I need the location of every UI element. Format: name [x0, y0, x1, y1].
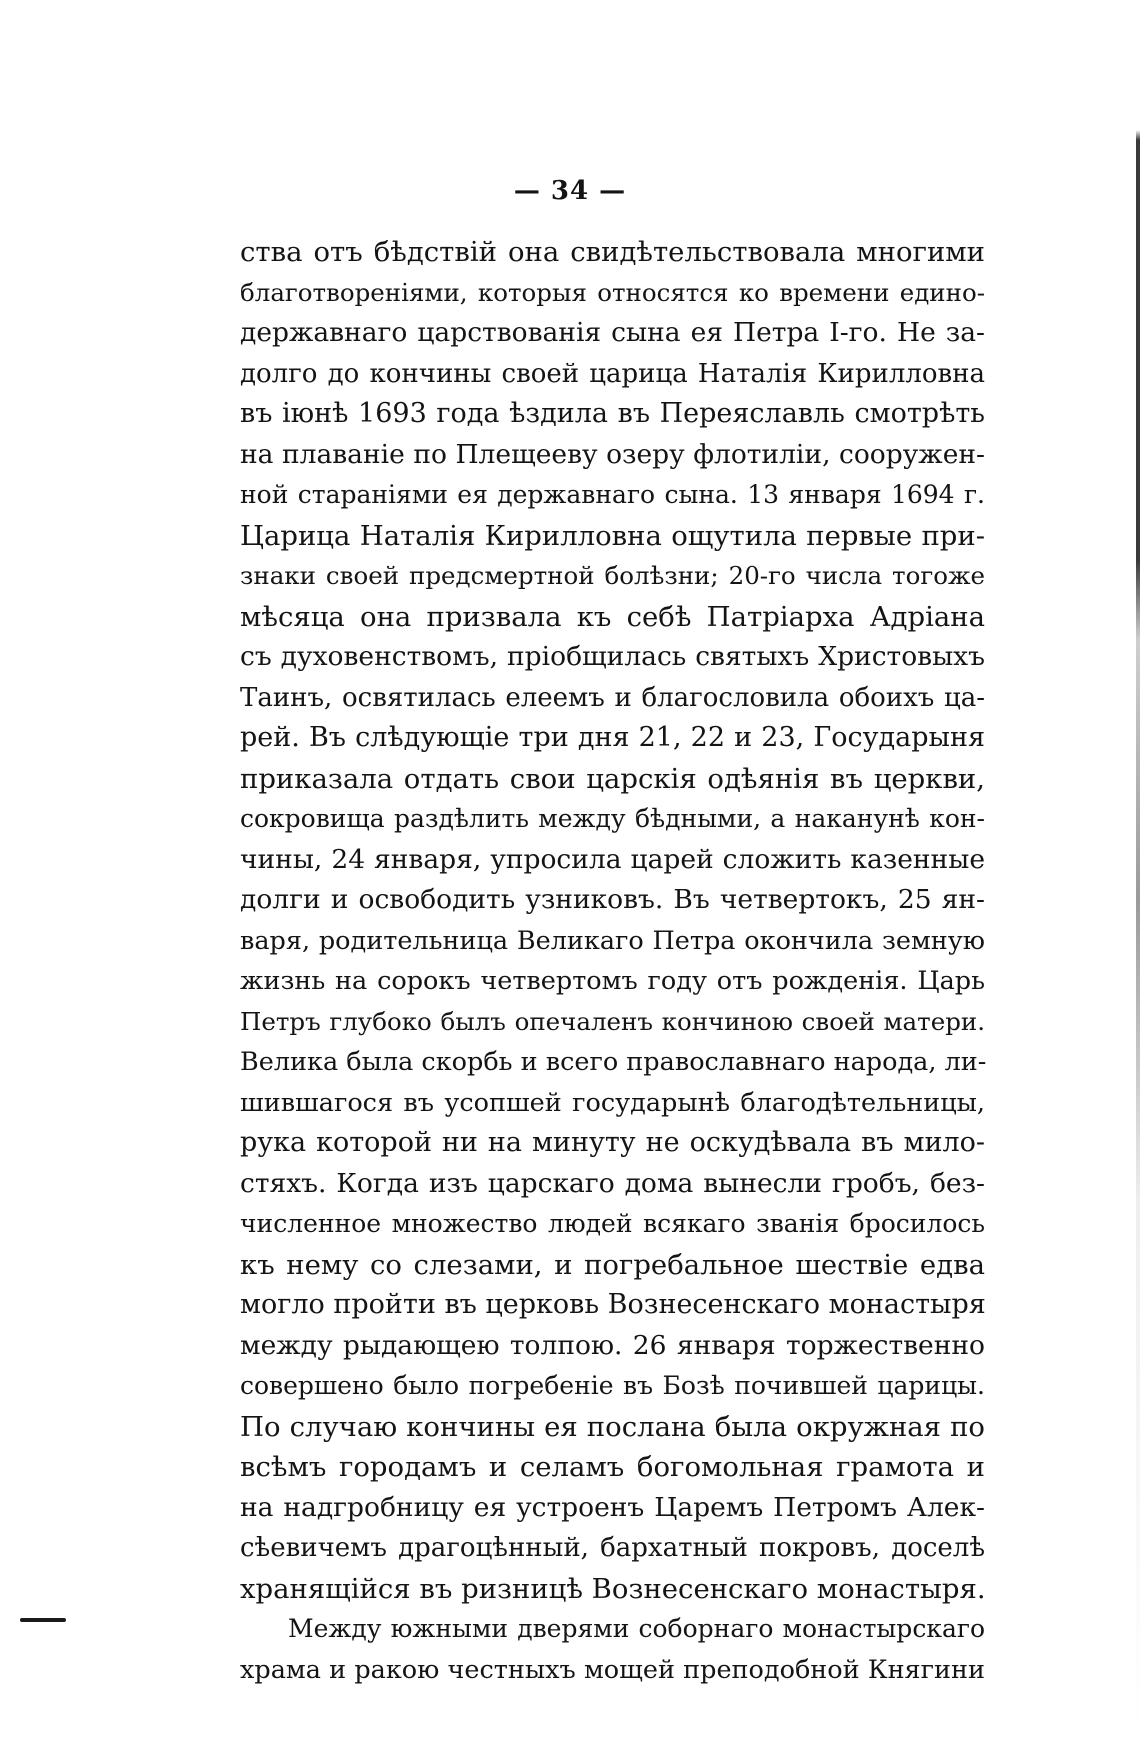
paragraph-end-line: хранящійся въ ризницѣ Вознесенскаго монастыря.: [240, 1572, 986, 1605]
scan-artifact-mark: [20, 1618, 66, 1622]
text-line: на плаваніе по Плещееву озеру флотиліи, сооружен-: [240, 438, 985, 470]
text-line: чины, 24 января, упросила царей сложить казенные: [240, 843, 985, 875]
text-line: державнаго царствованія сына ея Петра І-го. Не за-: [240, 317, 985, 348]
page-number: — 34 —: [513, 176, 627, 206]
text-line: рей. Въ слѣдующіе три дня 21, 22 и 23, Государыня: [240, 722, 985, 753]
text-line: мѣсяца она призвала къ себѣ Патріарха Адріана: [240, 600, 985, 633]
text-line: къ нему со слезами, и погребальное шествіе едва: [240, 1248, 985, 1281]
text-line: стяхъ. Когда изъ царскаго дома вынесли гробъ, без-: [240, 1167, 985, 1199]
text-line: могло пройти въ церковь Вознесенскаго монастыря: [240, 1289, 986, 1320]
text-line: долги и освободить узниковъ. Въ четвертокъ, 25 ян-: [240, 884, 985, 915]
text-line: ства отъ бѣдствій она свидѣтельствовала многими: [240, 236, 985, 268]
text-line: храма и ракою честныхъ мощей преподобной Княгини: [240, 1654, 985, 1685]
text-line: жизнь на сорокъ четвертомъ году отъ рожденія. Царь: [240, 966, 985, 996]
text-line: варя, родительница Великаго Петра окончила земную: [240, 925, 985, 956]
text-line: на надгробницу ея устроенъ Царемъ Петромъ Алек-: [240, 1491, 985, 1523]
text-line: численное множество людей всякаго званія бросилось: [240, 1209, 985, 1238]
text-line: Таинъ, освятилась елеемъ и благословила обоихъ ца-: [240, 682, 985, 713]
text-line: Велика была скорбь и всего православнаго народа, ли-: [240, 1047, 987, 1077]
text-line: знаки своей предсмертной болѣзни; 20-го числа тогоже: [240, 561, 985, 590]
text-line: совершено было погребеніе въ Бозѣ почившей царицы.: [240, 1371, 985, 1400]
text-line: съ духовенствомъ, пріобщилась святыхъ Христовыхъ: [240, 641, 985, 672]
text-line: долго до кончины своей царица Наталія Кирилловна: [240, 358, 985, 389]
text-line: сокровища раздѣлить между бѣдными, а наканунѣ кон-: [240, 804, 985, 833]
text-line: между рыдающею толпою. 26 января торжественно: [240, 1329, 985, 1361]
text-line: По случаю кончины ея послана была окружная по: [240, 1410, 985, 1443]
text-line: всѣмъ городамъ и селамъ богомольная грамота и: [240, 1451, 985, 1483]
text-line: приказала отдать свои царскія одѣянія въ церкви,: [240, 762, 985, 795]
text-line: ной стараніями ея державнаго сына. 13 января 1694 г.: [240, 480, 985, 509]
text-line: рука которой ни на минуту не оскудѣвала въ мило-: [240, 1127, 985, 1158]
body-text: [240, 232, 985, 1690]
paragraph-start-line: Между южными дверями соборнаго монастырскаго: [288, 1614, 985, 1643]
scan-edge-shadow: [1136, 0, 1140, 1737]
text-line: въ іюнѣ 1693 года ѣздила въ Переяславль смотрѣть: [240, 398, 985, 429]
text-line: благотвореніями, которыя относятся ко времени едино-: [240, 277, 985, 307]
text-line: Петръ глубоко былъ опечаленъ кончиною своей матери.: [240, 1006, 985, 1036]
text-line: Царица Наталія Кирилловна ощутила первые при-: [240, 519, 985, 552]
text-line: сѣевичемъ драгоцѣнный, бархатный покровъ, доселѣ: [240, 1533, 985, 1563]
text-line: шившагося въ усопшей государынѣ благодѣтельницы,: [240, 1087, 985, 1118]
